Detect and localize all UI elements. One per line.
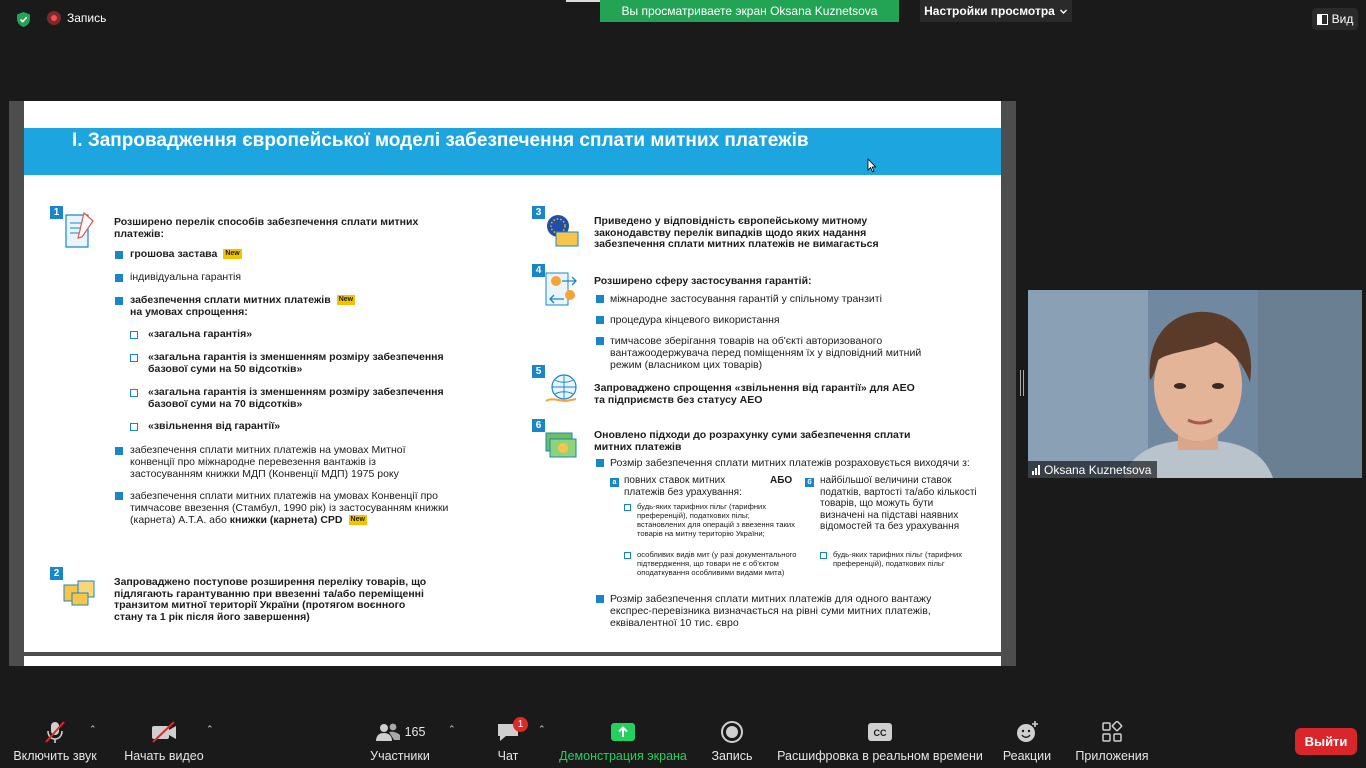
- s4-item-1: міжнародне застосування гарантій у спільному транзиті: [610, 293, 882, 305]
- next-slide-edge: [24, 656, 1001, 666]
- recording-indicator[interactable]: [47, 11, 106, 25]
- viewing-banner-text: Вы просматриваете экран Oksana Kuznetsova: [621, 4, 878, 18]
- chat-label: Чат: [497, 749, 519, 763]
- closed-captions-icon: [867, 721, 893, 743]
- sub-bullet-icon: [130, 389, 138, 397]
- section-3-number: 3: [532, 206, 545, 219]
- money-icon: [542, 429, 582, 465]
- bullet-icon: [115, 297, 123, 305]
- section-6-number: 6: [532, 419, 545, 432]
- new-badge: New: [225, 250, 240, 258]
- reactions-button[interactable]: [1002, 718, 1052, 764]
- participant-video-tile[interactable]: [1028, 290, 1362, 478]
- panel-splitter-handle[interactable]: [1020, 370, 1024, 396]
- participants-icon: [375, 722, 401, 742]
- document-checklist-icon: [60, 211, 98, 251]
- smiley-plus-icon: [1014, 720, 1040, 744]
- section-4-number: 4: [532, 264, 545, 277]
- view-options-button[interactable]: [920, 0, 1072, 22]
- participant-name: Oksana Kuznetsova: [1044, 462, 1152, 477]
- s1-item-1-text: грошова застава: [130, 248, 218, 260]
- option-b-label: б: [805, 478, 814, 487]
- option-a-sub-2: особливих видів мит (у разі документального підтвердження, що товари не є об'єктом оподаткування особливими видами мита): [637, 550, 797, 577]
- section-3-text: Приведено у відповідність європейському митному законодавству перелік випадків щодо яких надання забезпечення сплати митних платежів не вимагається: [594, 215, 879, 250]
- start-video-label: Начать видео: [124, 749, 204, 763]
- live-transcript-button[interactable]: [777, 718, 983, 764]
- s1-sub-4: «звільнення від гарантії»: [148, 420, 281, 432]
- chat-unread-badge: 1: [513, 717, 528, 732]
- reactions-label: Реакции: [1002, 749, 1052, 763]
- audio-options-caret-icon[interactable]: ⌃: [89, 724, 97, 734]
- option-b-sub-1: будь-яких тарифних пільг (тарифних преференцій), податкових пільг: [833, 550, 963, 568]
- sub-bullet-icon: [820, 552, 827, 559]
- or-text: АБО: [770, 475, 793, 486]
- share-screen-button[interactable]: [560, 718, 686, 764]
- leave-label: Выйти: [1304, 734, 1348, 749]
- live-transcript-label: Расшифровка в реальном времени: [777, 749, 983, 763]
- recording-icon: [47, 11, 61, 25]
- s1-sub-3: «загальна гарантія із зменшенням розміру забезпечення базової суми на 70 відсотків»: [148, 386, 444, 410]
- bullet-icon: [596, 316, 604, 324]
- s6-item-2: Розмір забезпечення сплати митних платежів для одного вантажу експрес-перевізника визначається на рівні суми митних платежів, еквівалентної 10 тис. євро: [610, 593, 932, 629]
- leave-meeting-button[interactable]: [1295, 728, 1357, 755]
- new-badge: New: [350, 516, 365, 524]
- bullet-icon: [596, 295, 604, 303]
- participant-name-tag: [1028, 461, 1157, 478]
- cc-icon-text: CC: [873, 728, 887, 738]
- option-a-sub-1: будь-яких тарифних пільг (тарифних преференцій), податкових пільг, встановлених для операцій з ввезення таких товарів на митну територію України;: [637, 502, 795, 538]
- participants-button[interactable]: [368, 718, 432, 764]
- s1-item-5b-text: книжки (карнета) CPD: [229, 514, 343, 526]
- option-a-text: повних ставок митних платежів без урахування:: [624, 475, 742, 498]
- unmute-label: Включить звук: [13, 749, 97, 763]
- view-options-label: Настройки просмотра: [924, 4, 1055, 18]
- eu-flag-icon: [542, 212, 582, 250]
- mouse-cursor-icon: [867, 158, 877, 173]
- section-1-number: 1: [50, 206, 63, 219]
- sub-bullet-icon: [130, 354, 138, 362]
- s1-item-3a-text: забезпечення сплати митних платежів: [130, 294, 331, 306]
- option-b-text: найбільшої величини ставок податків, вартості та/або кількості товарів, що можуть бути визначені на підставі наявних відомостей та без урахування: [820, 475, 977, 532]
- record-label: Запись: [711, 749, 753, 763]
- section-2-text: Запроваджено поступове розширення переліку товарів, що підлягають гарантуванню при ввезенні та/або переміщенні транзитом митної території України (протягом воєнного стану та 1 рік після його завершення): [114, 576, 427, 623]
- apps-button[interactable]: [1074, 718, 1150, 764]
- s1-item-5: [130, 490, 460, 526]
- participant-video-image: [1028, 290, 1362, 478]
- exchange-icon: [542, 271, 582, 309]
- chat-button[interactable]: [494, 718, 522, 764]
- bullet-icon: [115, 274, 123, 282]
- option-a-label: а: [610, 478, 619, 487]
- boxes-icon: [60, 575, 100, 609]
- layout-icon: [1317, 14, 1328, 25]
- video-off-icon: [150, 720, 178, 744]
- bullet-icon: [596, 337, 604, 345]
- section-1-heading: Розширено перелік способів забезпечення сплати митних платежів:: [114, 216, 419, 240]
- s1-sub-2: «загальна гарантія із зменшенням розміру забезпечення базової суми на 50 відсотків»: [148, 351, 444, 375]
- signal-strength-icon: [1032, 465, 1040, 475]
- s1-item-5a-text: забезпечення сплати митних платежів на умовах Конвенції про тимчасове ввезення (Стамбул, 1990 рік) із застосуванням книжки (карнета) А.Т.А. або: [130, 490, 449, 526]
- section-5-number: 5: [532, 365, 545, 378]
- share-screen-icon: [610, 722, 636, 742]
- security-shield-icon[interactable]: [15, 11, 32, 28]
- chevron-down-icon: [1059, 7, 1068, 16]
- bullet-icon: [596, 595, 604, 603]
- bullet-icon: [115, 492, 123, 500]
- sub-bullet-icon: [130, 423, 138, 431]
- bullet-icon: [115, 251, 123, 259]
- s6-item-1: Розмір забезпечення сплати митних платежів розраховується виходячи з:: [610, 457, 970, 469]
- share-screen-label: Демонстрация экрана: [559, 749, 687, 763]
- s1-item-2: індивідуальна гарантія: [130, 271, 242, 283]
- slide-title-band: [24, 128, 1001, 175]
- section-5-text: Запроваджено спрощення «звільнення від гарантії» для АЕО та підприємств без статусу АЕО: [594, 382, 915, 406]
- presentation-slide: [24, 101, 1001, 652]
- participants-label: Участники: [370, 749, 430, 763]
- sub-bullet-icon: [624, 504, 631, 511]
- section-4-heading: Розширено сферу застосування гарантій:: [594, 275, 812, 287]
- slide-title: I. Запровадження європейської моделі забезпечення сплати митних платежів: [72, 130, 809, 151]
- start-video-button[interactable]: [124, 718, 204, 764]
- record-icon: [720, 720, 744, 744]
- s1-sub-1: «загальна гарантія»: [148, 328, 253, 340]
- s1-item-1: [130, 248, 430, 260]
- s1-item-3: [130, 294, 450, 318]
- section-2-number: 2: [50, 567, 63, 580]
- chat-caret-icon[interactable]: ⌃: [538, 724, 546, 734]
- view-label: Вид: [1331, 12, 1354, 26]
- section-6-heading: Оновлено підходи до розрахунку суми забезпечення сплати митних платежів: [594, 429, 911, 453]
- bullet-icon: [115, 447, 123, 455]
- unmute-button[interactable]: [12, 718, 98, 764]
- s4-item-3: тимчасове зберігання товарів на об'єкті авторизованого вантажоодержувача перед поміщенням їх у відповідний митний режим (власником цих товарів): [610, 335, 922, 371]
- view-button[interactable]: [1312, 8, 1358, 30]
- bullet-icon: [596, 459, 604, 467]
- apps-label: Приложения: [1075, 749, 1149, 763]
- s4-item-2: процедура кінцевого використання: [610, 314, 780, 326]
- participants-count: 165: [404, 725, 426, 739]
- participants-caret-icon[interactable]: ⌃: [448, 724, 456, 734]
- apps-icon: [1101, 721, 1123, 743]
- video-options-caret-icon[interactable]: ⌃: [206, 724, 214, 734]
- record-button[interactable]: [710, 718, 754, 764]
- viewing-screen-banner: [600, 0, 899, 22]
- new-badge: New: [338, 296, 354, 304]
- s1-item-3b-text: на умовах спрощення:: [130, 306, 248, 318]
- muted-microphone-icon: [42, 719, 68, 745]
- s1-item-4: забезпечення сплати митних платежів на умовах Митної конвенції про міжнародне перевезення вантажів із застосуванням книжки МДП (Конвенції МДП) 1975 року: [130, 444, 406, 480]
- recording-label: Запись: [67, 11, 107, 25]
- sub-bullet-icon: [130, 331, 138, 339]
- sub-bullet-icon: [624, 552, 631, 559]
- globe-hand-icon: [542, 371, 584, 409]
